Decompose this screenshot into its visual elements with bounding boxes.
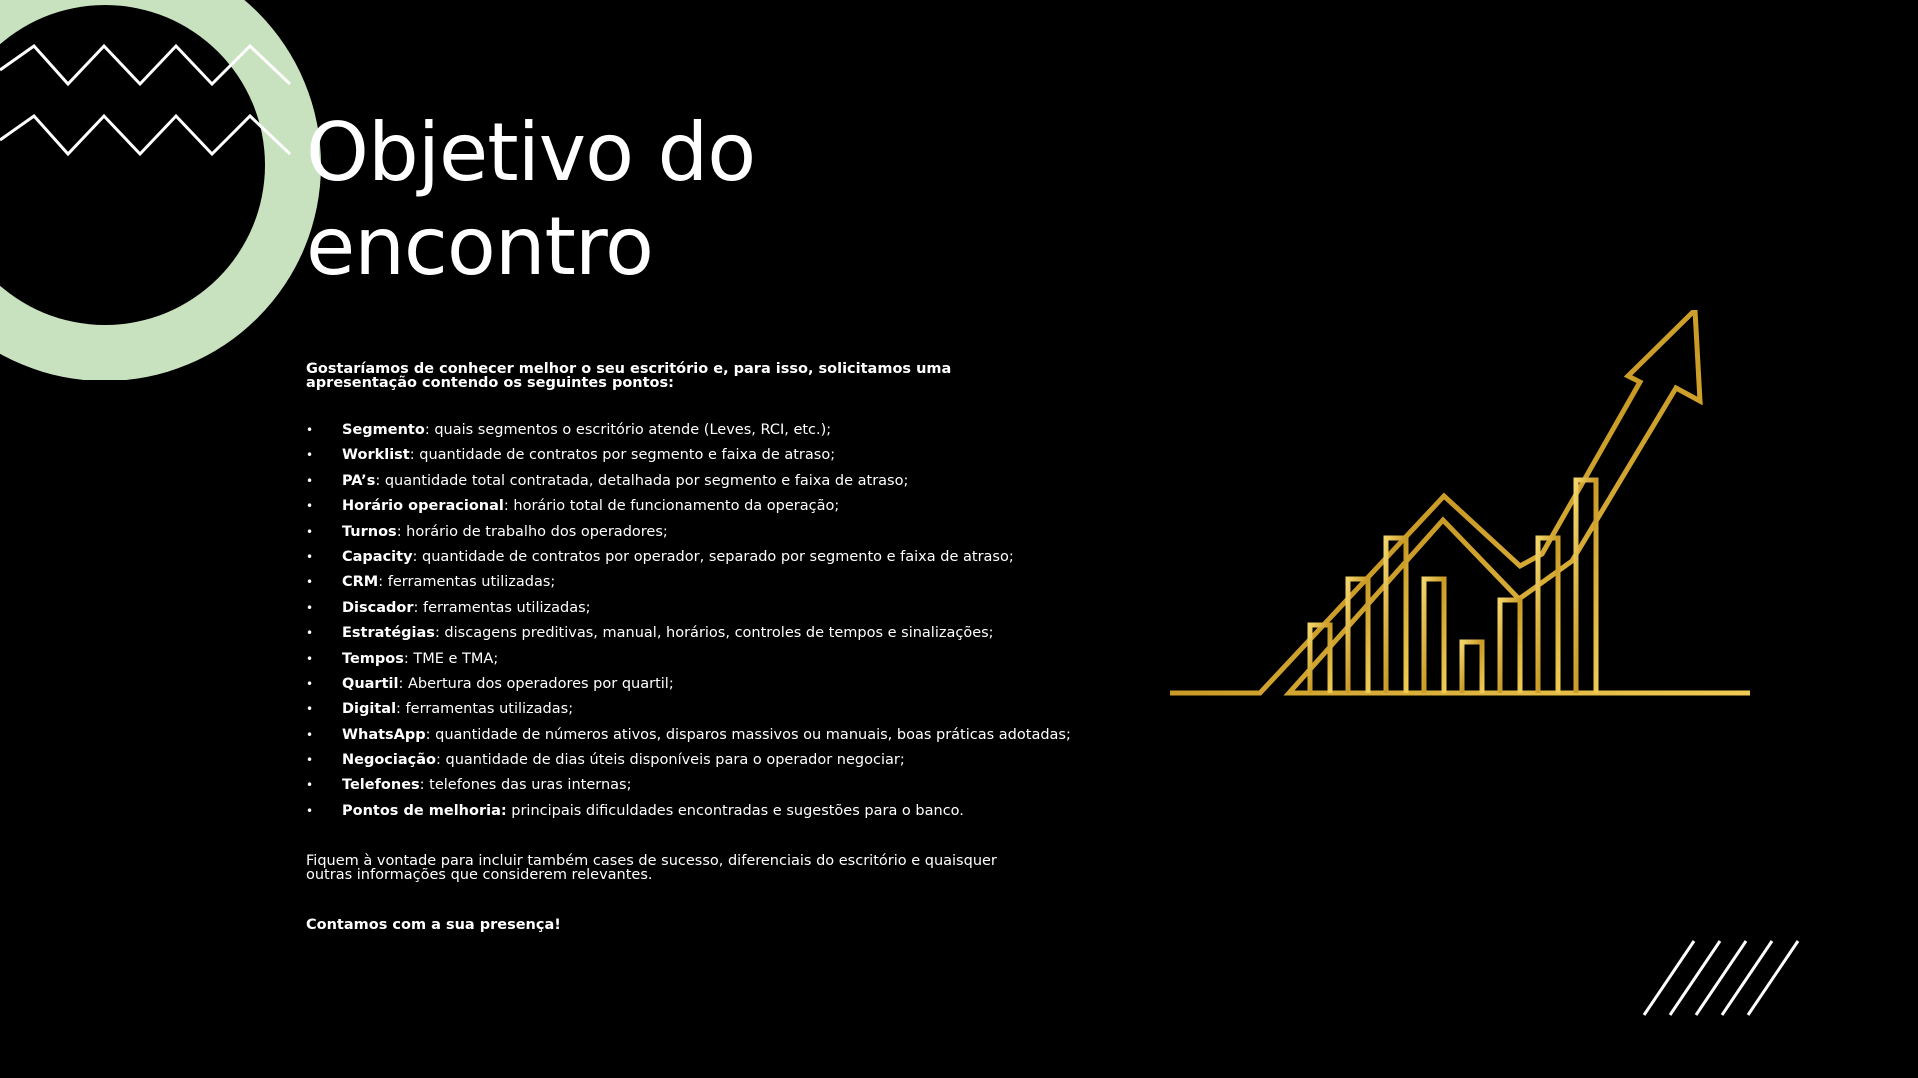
topic-term: Pontos de melhoria: — [342, 802, 507, 819]
topic-term: Digital — [342, 701, 397, 718]
closing-text: Fiquem à vontade para incluir também cases de sucesso, diferenciais do escritório e quaisquer outras informações que considerem relevantes. — [306, 853, 997, 884]
topic-description: : telefones das uras internas; — [419, 777, 632, 794]
topic-term: Estratégias — [342, 625, 435, 642]
topic-item — [306, 697, 1066, 722]
topic-term: Horário operacional — [342, 498, 504, 515]
zigzag-decoration-icon — [0, 40, 300, 170]
topic-term: Telefones — [342, 777, 420, 794]
bullet-icon: • — [306, 676, 314, 691]
topic-item — [306, 799, 1066, 824]
topic-term: Worklist — [342, 447, 410, 464]
bullet-icon: • — [306, 702, 314, 717]
title-line-1: Objetivo do — [306, 106, 756, 199]
bullet-icon: • — [306, 448, 314, 463]
topic-item — [306, 723, 1071, 748]
bullet-icon: • — [306, 727, 314, 742]
topic-term: Segmento — [342, 422, 425, 438]
topic-description: : quantidade total contratada, detalhada por segmento e faixa de atraso; — [375, 472, 909, 489]
bullet-icon: • — [306, 423, 314, 437]
bullet-icon: • — [306, 651, 314, 666]
topic-term: Quartil — [342, 675, 399, 692]
topic-term: Turnos — [342, 523, 397, 540]
bullet-icon: • — [306, 600, 314, 615]
title-line-2: encontro — [306, 200, 653, 293]
topic-item — [306, 545, 1066, 570]
content-block — [306, 361, 1071, 934]
topic-description: : quais segmentos o escritório atende (Leves, RCI, etc.); — [424, 422, 832, 438]
bullet-icon: • — [306, 803, 314, 818]
topic-item — [306, 748, 1066, 773]
topic-item — [306, 520, 1066, 545]
bullet-icon: • — [306, 549, 314, 564]
topic-term: Tempos — [342, 650, 404, 667]
topic-term: CRM — [342, 574, 379, 591]
topic-description: : discagens preditivas, manual, horários, controles de tempos e sinalizações; — [434, 625, 994, 642]
topic-item — [306, 443, 1066, 468]
topic-item — [306, 621, 1066, 646]
bullet-icon: • — [306, 499, 314, 514]
topic-term: Negociação — [342, 752, 437, 769]
page-title — [306, 106, 755, 294]
bullet-icon: • — [306, 473, 314, 488]
growth-chart-icon — [1160, 310, 1760, 710]
topic-description: : ferramentas utilizadas; — [396, 701, 574, 718]
topic-item — [306, 570, 1066, 595]
bullet-icon: • — [306, 626, 314, 641]
topic-term: WhatsApp — [342, 726, 426, 743]
topic-description: : horário de trabalho dos operadores; — [396, 523, 668, 540]
topic-description: : Abertura dos operadores por quartil; — [398, 675, 674, 692]
topic-term: PA’s — [342, 472, 376, 489]
topic-description: : TME e TMA; — [403, 650, 499, 667]
diagonal-lines-icon — [1640, 938, 1810, 1018]
bullet-icon: • — [306, 778, 314, 793]
topic-term: Capacity — [342, 548, 413, 565]
bullet-icon: • — [306, 524, 314, 539]
topic-description: : quantidade de números ativos, disparos massivos ou manuais, boas práticas adotadas; — [425, 726, 1071, 743]
topic-item — [306, 469, 1066, 494]
topic-description: : ferramentas utilizadas; — [378, 574, 556, 591]
topic-description: : ferramentas utilizadas; — [413, 599, 591, 616]
topic-item — [306, 773, 1066, 798]
topic-item — [306, 596, 1066, 621]
topic-list — [306, 418, 1071, 824]
topic-description: : quantidade de contratos por segmento e faixa de atraso; — [409, 447, 836, 464]
topic-item — [306, 672, 1066, 697]
signoff-text: Contamos com a sua presença! — [306, 917, 561, 934]
topic-item — [306, 647, 1066, 672]
intro-text: Gostaríamos de conhecer melhor o seu escritório e, para isso, solicitamos uma apresentação contendo os seguintes pontos: — [306, 361, 952, 391]
topic-description: principais dificuldades encontradas e sugestões para o banco. — [506, 802, 964, 819]
topic-term: Discador — [342, 599, 414, 616]
topic-description: : horário total de funcionamento da operação; — [503, 498, 840, 515]
bullet-icon: • — [306, 575, 314, 590]
bullet-icon: • — [306, 753, 314, 768]
topic-description: : quantidade de dias úteis disponíveis para o operador negociar; — [436, 752, 905, 769]
topic-description: : quantidade de contratos por operador, separado por segmento e faixa de atraso; — [412, 548, 1014, 565]
topic-item — [306, 494, 1066, 519]
topic-item — [306, 418, 1066, 443]
